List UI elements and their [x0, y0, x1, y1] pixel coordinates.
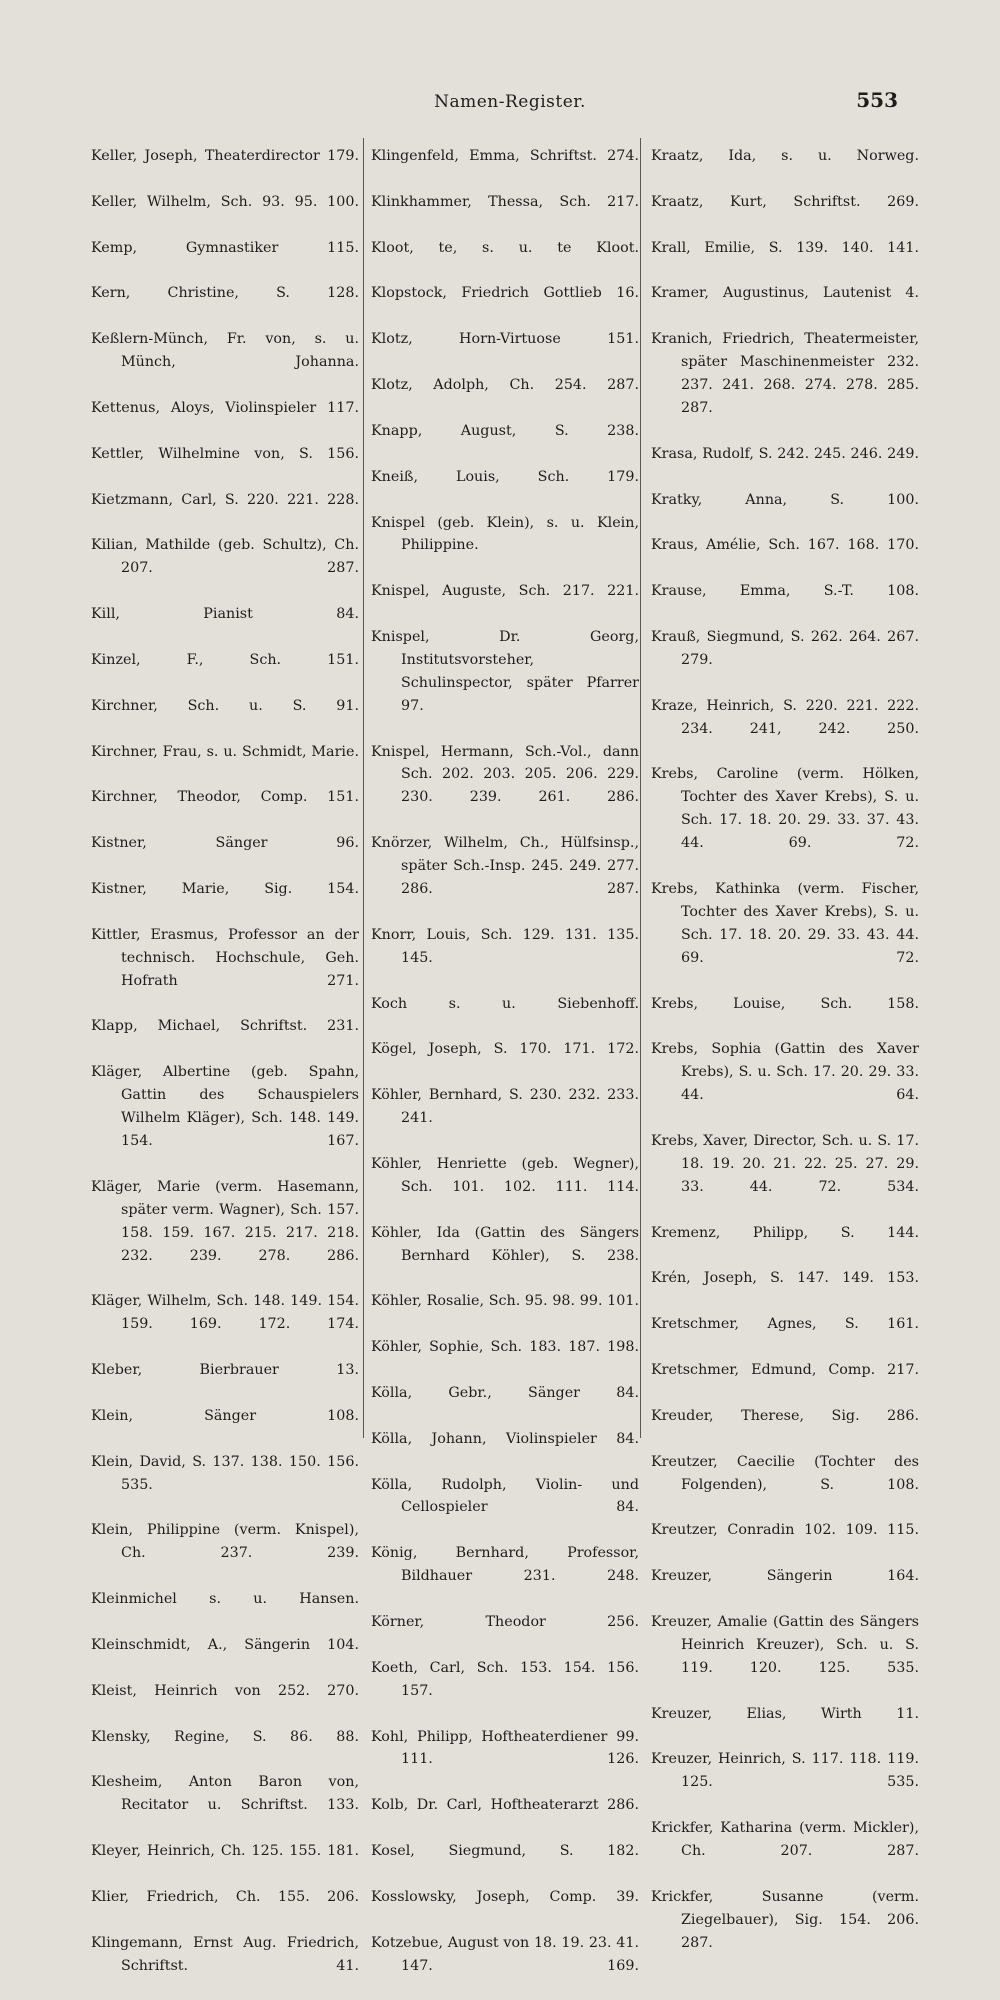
register-entry: Kleist, Heinrich von 252. 270. — [91, 1682, 359, 1699]
register-entry: Klein, David, S. 137. 138. 150. 156. 535. — [91, 1453, 359, 1493]
register-entry: Kläger, Wilhelm, Sch. 148. 149. 154. 159. 169. 172. 174. — [91, 1293, 359, 1333]
register-entry: Kläger, Albertine (geb. Spahn, Gattin des Schauspielers Wilhelm Kläger), Sch. 148. 149. 154. 167. — [91, 1064, 359, 1149]
register-entry: Kosel, Siegmund, S. 182. — [371, 1843, 639, 1860]
register-entry: Knispel, Hermann, Sch.-Vol., dann Sch. 202. 203. 205. 206. 229. 230. 239. 261. 286. — [371, 743, 639, 806]
register-entry: Krickfer, Katharina (verm. Mickler), Ch. 207. 287. — [651, 1820, 919, 1860]
register-entry: Kietzmann, Carl, S. 220. 221. 228. — [91, 491, 359, 508]
register-entry: Knispel (geb. Klein), s. u. Klein, Philippine. — [371, 514, 639, 554]
register-entry: Klesheim, Anton Baron von, Recitator u. Schriftst. 133. — [91, 1774, 359, 1814]
register-entry: Köhler, Sophie, Sch. 183. 187. 198. — [371, 1339, 639, 1356]
register-entry: Kettenus, Aloys, Violinspieler 117. — [91, 399, 359, 416]
register-entry: Kneiß, Louis, Sch. 179. — [371, 468, 639, 485]
register-entry: Kohl, Philipp, Hoftheaterdiener 99. 111. 126. — [371, 1728, 639, 1768]
register-entry: Klopstock, Friedrich Gottlieb 16. — [371, 285, 639, 302]
register-entry: Kläger, Marie (verm. Hasemann, später verm. Wagner), Sch. 157. 158. 159. 167. 215. 217. 218. 232. 239. 278. 286. — [91, 1178, 359, 1264]
register-entry: Kistner, Marie, Sig. 154. — [91, 881, 359, 897]
register-entry: Koch s. u. Siebenhoff. — [371, 995, 639, 1012]
register-entry: Klotz, Horn-Virtuose 151. — [371, 331, 639, 348]
register-entry: Kirchner, Sch. u. S. 91. — [91, 697, 359, 714]
register-entry: Kraze, Heinrich, S. 220. 221. 222. 234. 241, 242. 250. — [651, 697, 919, 737]
register-entry: Krebs, Sophia (Gattin des Xaver Krebs), S. u. Sch. 17. 20. 29. 33. 44. 64. — [651, 1041, 919, 1104]
register-entry: König, Bernhard, Professor, Bildhauer 231. 248. — [371, 1545, 639, 1585]
register-entry: Kirchner, Theodor, Comp. 151. — [91, 789, 359, 806]
register-entry: Kreuzer, Elias, Wirth 11. — [651, 1705, 919, 1722]
register-entry: Kreuzer, Sängerin 164. — [651, 1568, 919, 1585]
register-entry: Kloot, te, s. u. te Kloot. — [371, 239, 639, 256]
register-entry: Krén, Joseph, S. 147. 149. 153. — [651, 1270, 919, 1287]
register-entry: Kretschmer, Edmund, Comp. 217. — [651, 1362, 919, 1379]
register-entry: Kistner, Sänger 96. — [91, 835, 359, 852]
register-entry: Kinzel, F., Sch. 151. — [91, 651, 359, 668]
register-entry: Krause, Emma, S.-T. 108. — [651, 583, 919, 600]
register-entry: Krebs, Caroline (verm. Hölken, Tochter des Xaver Krebs), S. u. Sch. 17. 18. 20. 29. 33. 37. 43. 44. 69. 72. — [651, 766, 919, 852]
register-entry: Krebs, Louise, Sch. 158. — [651, 995, 919, 1012]
register-entry: Koeth, Carl, Sch. 153. 154. 156. 157. — [371, 1659, 639, 1699]
register-entry: Kreuzer, Heinrich, S. 117. 118. 119. 125. 535. — [651, 1751, 919, 1791]
register-entry: Köhler, Henriette (geb. Wegner), Sch. 101. 102. 111. 114. — [371, 1155, 639, 1195]
register-entry: Kosslowsky, Joseph, Comp. 39. — [371, 1888, 639, 1905]
register-entry: Kraus, Amélie, Sch. 167. 168. 170. — [651, 537, 919, 554]
register-entry: Krebs, Kathinka (verm. Fischer, Tochter des Xaver Krebs), S. u. Sch. 17. 18. 20. 29. 33. 43. 44. 69. 72. — [651, 881, 919, 966]
register-entry: Krauß, Siegmund, S. 262. 264. 267. 279. — [651, 629, 919, 668]
register-entry: Klotz, Adolph, Ch. 254. 287. — [371, 377, 639, 394]
register-entry: Knorr, Louis, Sch. 129. 131. 135. 145. — [371, 926, 639, 966]
register-entry: Klein, Philippine (verm. Knispel), Ch. 237. 239. — [91, 1522, 359, 1562]
register-entry: Kern, Christine, S. 128. — [91, 285, 359, 302]
register-entry: Kemp, Gymnastiker 115. — [91, 239, 359, 256]
register-entry: Kreutzer, Caecilie (Tochter des Folgenden), S. 108. — [651, 1453, 919, 1493]
register-entry: Knispel, Auguste, Sch. 217. 221. — [371, 583, 639, 600]
register-entry: Krasa, Rudolf, S. 242. 245. 246. 249. — [651, 445, 919, 462]
register-entry: Kreutzer, Conradin 102. 109. 115. — [651, 1522, 919, 1539]
register-entry: Klensky, Regine, S. 86. 88. — [91, 1728, 359, 1745]
register-entry: Kirchner, Frau, s. u. Schmidt, Marie. — [91, 743, 359, 760]
column-divider — [363, 138, 364, 1438]
register-entry: Kraatz, Kurt, Schriftst. 269. — [651, 193, 919, 210]
page-title: Namen-Register. — [434, 92, 586, 112]
register-entry: Klein, Sänger 108. — [91, 1407, 359, 1424]
register-entry: Keller, Wilhelm, Sch. 93. 95. 100. — [91, 193, 359, 210]
register-entry: Knapp, August, S. 238. — [371, 422, 639, 439]
register-entry: Kolb, Dr. Carl, Hoftheaterarzt 286. — [371, 1797, 639, 1814]
register-entry: Kotzebue, August von 18. 19. 23. 41. 147. 169. — [371, 1934, 639, 1974]
register-entry: Kill, Pianist 84. — [91, 606, 359, 623]
register-entry: Kittler, Erasmus, Professor an der technisch. Hochschule, Geh. Hofrath 271. — [91, 926, 359, 989]
column-divider — [640, 138, 641, 1438]
register-entry: Krall, Emilie, S. 139. 140. 141. — [651, 239, 919, 256]
register-entry: Knispel, Dr. Georg, Institutsvorsteher, Schulinspector, später Pfarrer 97. — [371, 629, 639, 714]
register-entry: Klingemann, Ernst Aug. Friedrich, Schriftst. 41. — [91, 1934, 359, 1974]
register-entry: Kölla, Gebr., Sänger 84. — [371, 1384, 639, 1401]
register-entry: Krickfer, Susanne (verm. Ziegelbauer), Sig. 154. 206. 287. — [651, 1888, 919, 1951]
register-column-middle — [371, 145, 639, 1974]
register-entry: Kranich, Friedrich, Theatermeister, später Maschinenmeister 232. 237. 241. 268. 274. 278. 285. 287. — [651, 331, 919, 416]
register-entry: Köhler, Rosalie, Sch. 95. 98. 99. 101. — [371, 1293, 639, 1310]
register-entry: Klier, Friedrich, Ch. 155. 206. — [91, 1888, 359, 1905]
register-entry: Klingenfeld, Emma, Schriftst. 274. — [371, 148, 639, 164]
register-entry: Keller, Joseph, Theaterdirector 179. — [91, 148, 359, 164]
register-entry: Kölla, Rudolph, Violin- und Cellospieler 84. — [371, 1476, 639, 1516]
register-entry: Köhler, Ida (Gattin des Sängers Bernhard Köhler), S. 238. — [371, 1224, 639, 1264]
register-entry: Klapp, Michael, Schriftst. 231. — [91, 1018, 359, 1035]
register-entry: Kratky, Anna, S. 100. — [651, 491, 919, 508]
register-entry: Kettler, Wilhelmine von, S. 156. — [91, 445, 359, 462]
register-entry: Kreuder, Therese, Sig. 286. — [651, 1407, 919, 1424]
register-entry: Kleber, Bierbrauer 13. — [91, 1362, 359, 1379]
register-entry: Kraatz, Ida, s. u. Norweg. — [651, 148, 919, 164]
register-entry: Krebs, Xaver, Director, Sch. u. S. 17. 18. 19. 20. 21. 22. 25. 27. 29. 33. 44. 72. 534. — [651, 1132, 919, 1195]
page-number: 553 — [856, 88, 898, 112]
register-entry: Kretschmer, Agnes, S. 161. — [651, 1316, 919, 1333]
register-entry: Kilian, Mathilde (geb. Schultz), Ch. 207. 287. — [91, 537, 359, 577]
register-entry: Keßlern-Münch, Fr. von, s. u. Münch, Johanna. — [91, 331, 359, 371]
register-entry: Knörzer, Wilhelm, Ch., Hülfsinsp., später Sch.-Insp. 245. 249. 277. 286. 287. — [371, 835, 639, 897]
register-column-right — [651, 145, 919, 1951]
register-entry: Kleinschmidt, A., Sängerin 104. — [91, 1636, 359, 1653]
register-entry: Kramer, Augustinus, Lautenist 4. — [651, 285, 919, 302]
register-column-left — [91, 145, 359, 1974]
register-entry: Kleinmichel s. u. Hansen. — [91, 1591, 359, 1608]
register-entry: Köhler, Bernhard, S. 230. 232. 233. 241. — [371, 1087, 639, 1127]
register-entry: Kremenz, Philipp, S. 144. — [651, 1224, 919, 1241]
register-entry: Klinkhammer, Thessa, Sch. 217. — [371, 193, 639, 210]
register-entry: Kölla, Johann, Violinspieler 84. — [371, 1430, 639, 1447]
register-entry: Kögel, Joseph, S. 170. 171. 172. — [371, 1041, 639, 1058]
register-entry: Kreuzer, Amalie (Gattin des Sängers Heinrich Kreuzer), Sch. u. S. 119. 120. 125. 535. — [651, 1614, 919, 1676]
register-entry: Kleyer, Heinrich, Ch. 125. 155. 181. — [91, 1843, 359, 1860]
register-entry: Körner, Theodor 256. — [371, 1614, 639, 1630]
